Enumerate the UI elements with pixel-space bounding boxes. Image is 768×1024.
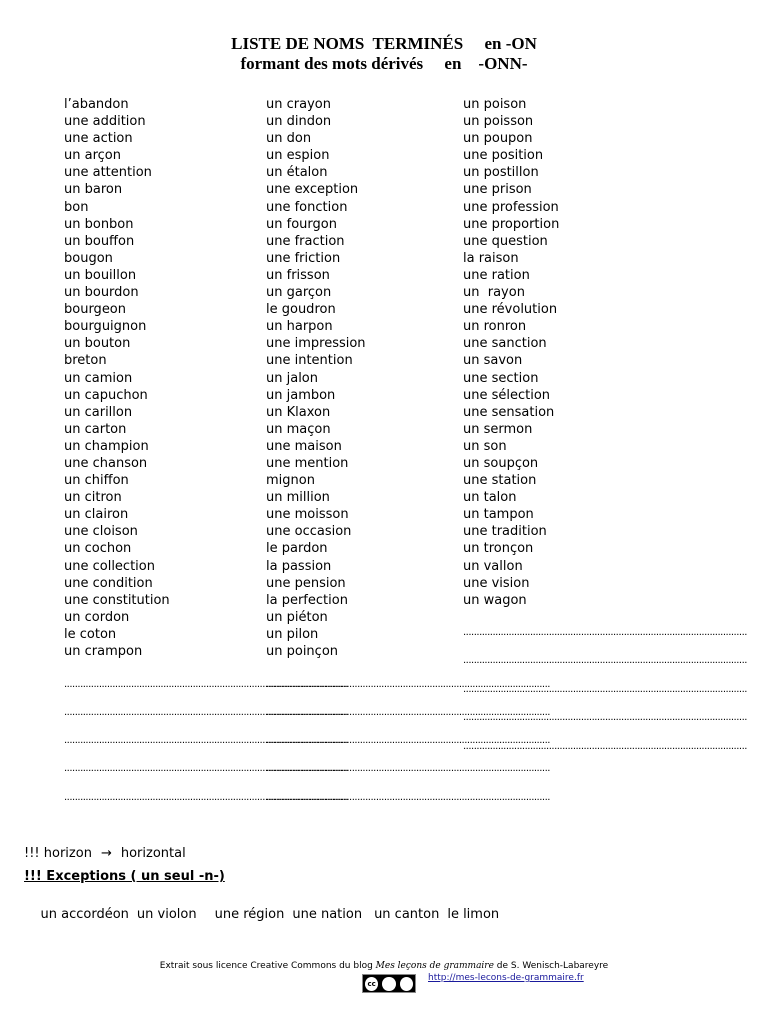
- word-entry: un frisson: [266, 267, 330, 283]
- word-entry: une question: [463, 233, 548, 249]
- word-column-3: [463, 96, 663, 609]
- word-entry: un wagon: [463, 592, 527, 608]
- word-entry: une prison: [463, 182, 532, 198]
- horizon-word: !!! horizon: [24, 846, 92, 861]
- word-entry: un espion: [266, 148, 330, 164]
- blank-line: ..........................................................................................................: [463, 655, 747, 666]
- word-entry: un sermon: [463, 421, 533, 437]
- word-entry: une profession: [463, 199, 559, 215]
- blank-line: ..........................................................................................................: [64, 792, 348, 803]
- word-entry: bourgeon: [64, 302, 127, 318]
- exception-word: une nation: [292, 907, 363, 922]
- word-entry: une addition: [64, 114, 146, 130]
- word-entry: le goudron: [266, 302, 336, 318]
- word-entry: le pardon: [266, 541, 328, 557]
- blank-line: ..........................................................................................................: [463, 712, 747, 723]
- exception-word: le limon: [447, 907, 500, 922]
- word-entry: un bouillon: [64, 267, 137, 283]
- word-column-2: [266, 96, 456, 660]
- word-entry: un clairon: [64, 507, 129, 523]
- word-entry: un don: [266, 131, 312, 147]
- word-entry: un postillon: [463, 165, 539, 181]
- word-entry: un talon: [463, 490, 517, 506]
- word-entry: un cochon: [64, 541, 132, 557]
- word-entry: la passion: [266, 558, 332, 574]
- word-entry: une chanson: [64, 455, 148, 471]
- word-entry: un crampon: [64, 644, 143, 659]
- word-entry: mignon: [266, 473, 315, 489]
- word-entry: un million: [266, 490, 330, 506]
- word-entry: un chiffon: [64, 473, 129, 489]
- word-entry: un camion: [64, 370, 133, 386]
- word-entry: un pilon: [266, 626, 319, 642]
- word-entry: un cordon: [64, 609, 130, 625]
- word-entry: une section: [463, 370, 539, 386]
- word-entry: une proportion: [463, 216, 560, 232]
- word-entry: une station: [463, 473, 537, 489]
- word-entry: un capuchon: [64, 387, 148, 403]
- word-entry: un citron: [64, 490, 122, 506]
- word-entry: une position: [463, 148, 544, 164]
- creative-commons-badge: [362, 974, 416, 993]
- word-entry: un poinçon: [266, 644, 339, 659]
- word-entry: un dindon: [266, 114, 332, 130]
- word-entry: un savon: [463, 353, 523, 369]
- horizontal-word: horizontal: [120, 846, 186, 861]
- exception-word: un accordéon: [40, 907, 129, 922]
- license-author: de S. Wenisch-Labareyre: [493, 961, 609, 971]
- word-entry: un étalon: [266, 165, 328, 181]
- horizon-note: [24, 846, 186, 861]
- word-entry: un ronron: [463, 319, 527, 335]
- word-entry: une constitution: [64, 592, 170, 608]
- blank-line: ..........................................................................................................: [266, 679, 550, 690]
- blog-link[interactable]: http://mes-lecons-de-grammaire.fr: [428, 973, 584, 983]
- word-entry: une impression: [266, 336, 366, 352]
- blank-line: ..........................................................................................................: [64, 707, 348, 718]
- license-prefix: Extrait sous licence Creative Commons du blog: [159, 961, 376, 971]
- word-entry: un bonbon: [64, 216, 134, 232]
- word-entry: la perfection: [266, 592, 348, 608]
- word-entry: le coton: [64, 626, 117, 642]
- word-entry: un fourgon: [266, 216, 337, 232]
- word-entry: une attention: [64, 165, 152, 181]
- word-entry: un crayon: [266, 97, 331, 112]
- word-entry: une collection: [64, 558, 155, 574]
- word-entry: un rayon: [463, 285, 525, 301]
- exceptions-list: [24, 892, 507, 937]
- blank-line: ..........................................................................................................: [64, 679, 348, 690]
- word-entry: un carillon: [64, 404, 133, 420]
- blank-line: ..........................................................................................................: [64, 763, 348, 774]
- word-column-1: [64, 96, 254, 660]
- word-entry: une mention: [266, 455, 349, 471]
- exception-word: un canton: [374, 907, 440, 922]
- page-title: LISTE DE NOMS TERMINÉS en -ON: [231, 34, 537, 53]
- word-entry: une pension: [266, 575, 346, 591]
- word-entry: un maçon: [266, 421, 331, 437]
- word-entry: un tronçon: [463, 541, 534, 557]
- word-entry: un bouffon: [64, 233, 135, 249]
- word-entry: un tampon: [463, 507, 534, 523]
- blank-line: ..........................................................................................................: [266, 763, 550, 774]
- word-entry: bon: [64, 199, 89, 215]
- word-entry: un baron: [64, 182, 123, 198]
- word-entry: une exception: [266, 182, 359, 198]
- blank-line: ..........................................................................................................: [266, 735, 550, 746]
- word-entry: un jalon: [266, 370, 318, 386]
- word-entry: une occasion: [266, 524, 352, 540]
- word-entry: un poison: [463, 97, 527, 112]
- arrow-right-icon: →: [100, 846, 112, 861]
- word-entry: un poupon: [463, 131, 533, 147]
- word-entry: un garçon: [266, 285, 332, 301]
- exceptions-heading: !!! Exceptions ( un seul -n-): [24, 869, 225, 884]
- exception-word: un violon: [136, 907, 197, 922]
- blog-name: Mes leçons de grammaire: [375, 961, 494, 971]
- word-entry: l’abandon: [64, 97, 129, 112]
- word-entry: un soupçon: [463, 455, 539, 471]
- word-entry: un bouton: [64, 336, 131, 352]
- word-entry: un son: [463, 438, 507, 454]
- blank-line: ..........................................................................................................: [266, 707, 550, 718]
- word-entry: un harpon: [266, 319, 333, 335]
- word-entry: un Klaxon: [266, 404, 331, 420]
- word-entry: un jambon: [266, 387, 336, 403]
- word-entry: une ration: [463, 267, 530, 283]
- word-entry: une révolution: [463, 302, 558, 318]
- word-entry: un arçon: [64, 148, 121, 164]
- word-entry: un poisson: [463, 114, 534, 130]
- word-entry: une vision: [463, 575, 530, 591]
- word-entry: la raison: [463, 250, 519, 266]
- word-entry: une sensation: [463, 404, 555, 420]
- word-entry: une moisson: [266, 507, 349, 523]
- word-entry: une sélection: [463, 387, 551, 403]
- blank-line: ..........................................................................................................: [463, 684, 747, 695]
- word-entry: une fonction: [266, 199, 348, 215]
- word-entry: une cloison: [64, 524, 138, 540]
- blank-line: ..........................................................................................................: [64, 735, 348, 746]
- blank-line: ..........................................................................................................: [266, 792, 550, 803]
- cc-icon: cc: [365, 977, 378, 991]
- word-entry: une action: [64, 131, 133, 147]
- nc-icon: [400, 977, 413, 991]
- word-entry: une sanction: [463, 336, 547, 352]
- blank-line: ..........................................................................................................: [463, 627, 747, 638]
- word-entry: breton: [64, 353, 107, 369]
- word-entry: bougon: [64, 250, 113, 266]
- license-text: [0, 961, 768, 971]
- word-entry: un piéton: [266, 609, 328, 625]
- word-entry: une condition: [64, 575, 153, 591]
- word-entry: une maison: [266, 438, 342, 454]
- by-icon: [382, 977, 395, 991]
- word-entry: une tradition: [463, 524, 547, 540]
- word-entry: un champion: [64, 438, 149, 454]
- page-subtitle: formant des mots dérivés en -ONN-: [240, 54, 528, 73]
- blank-line: ..........................................................................................................: [463, 741, 747, 752]
- word-entry: un vallon: [463, 558, 523, 574]
- word-entry: une intention: [266, 353, 353, 369]
- word-entry: une fraction: [266, 233, 345, 249]
- word-entry: un carton: [64, 421, 127, 437]
- word-entry: une friction: [266, 250, 341, 266]
- word-entry: un bourdon: [64, 285, 139, 301]
- word-entry: bourguignon: [64, 319, 147, 335]
- exception-word: une région: [214, 907, 285, 922]
